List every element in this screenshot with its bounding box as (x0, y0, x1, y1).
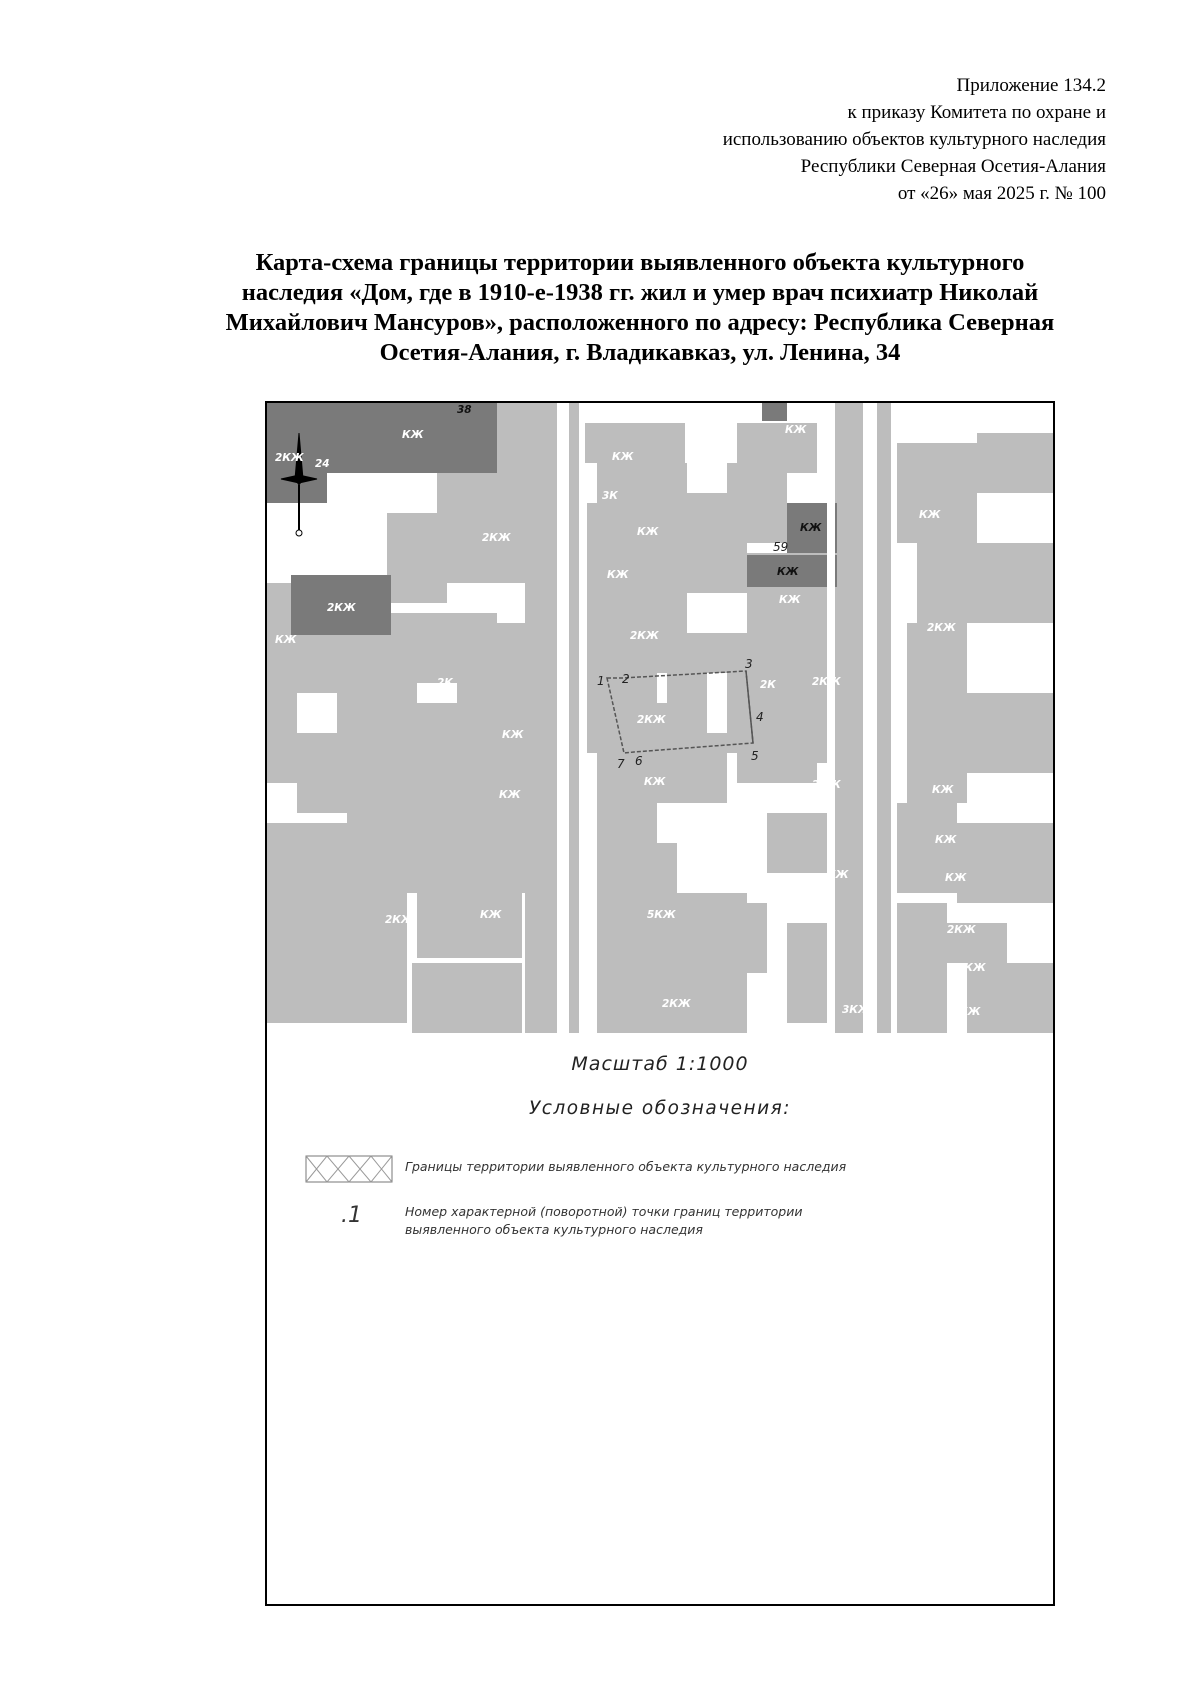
legend-text (405, 1203, 802, 1239)
boundary-point-number: 7 (617, 757, 625, 771)
boundary-point-number: 1 (597, 674, 605, 688)
legend-text: Границы территории выявленного объекта культурного наследия (405, 1159, 847, 1174)
building-label: КЖ (275, 634, 297, 646)
building-label: 2К (437, 677, 453, 689)
building-label: 2КЖ (275, 452, 304, 464)
appendix-line: к приказу Комитета по охране и (847, 102, 1106, 123)
boundary-point-number: 4 (756, 710, 764, 724)
appendix-line: Приложение 134.2 (956, 75, 1106, 96)
building-label: КЖ (499, 789, 521, 801)
building-label: КЖ (637, 526, 659, 538)
building-label: 2КЖ (812, 676, 841, 688)
legend-text-line: Номер характерной (поворотной) точки границ территории (405, 1204, 803, 1219)
building-label: 5КЖ (647, 909, 676, 921)
building-label: 2КЖ (947, 924, 976, 936)
building-label: 2КЖ (812, 779, 841, 791)
appendix-line: Республики Северная Осетия-Алания (800, 156, 1106, 177)
title-line: Осетия-Алания, г. Владикавказ, ул. Ленина, 34 (379, 339, 901, 366)
title-line: Карта-схема границы территории выявленного объекта культурного (255, 249, 1025, 276)
point-symbol: .1 (341, 1203, 362, 1228)
building-label: 2КЖ (482, 532, 511, 544)
title-line: Михайлович Мансуров», расположенного по адресу: Республика Северная (225, 309, 1055, 336)
legend-item-boundary (305, 1155, 1043, 1187)
building-label: 2К (760, 679, 776, 691)
building-label: 2КЖ (385, 914, 414, 926)
legend-item-point (305, 1203, 1043, 1243)
house-number: 24 (315, 458, 330, 470)
building-label: КЖ (644, 776, 666, 788)
building-label: КЖ (502, 729, 524, 741)
building-label: 2КЖ (327, 602, 356, 614)
building-label: КЖ (402, 429, 424, 441)
building-label: КЖ (777, 566, 799, 578)
building-label: 2КЖ (927, 622, 956, 634)
boundary-point-number: 6 (635, 754, 643, 768)
map-scale: Масштаб 1:1000 (571, 1053, 749, 1075)
building-label: 2КЖ (802, 478, 831, 490)
building-label: 3КЖ (842, 1004, 871, 1016)
building-label: 2КЖ (662, 998, 691, 1010)
page-title (150, 248, 1130, 368)
building-label: КЖ (959, 1006, 981, 1018)
boundary-point-number: 2 (622, 672, 630, 686)
appendix-header (506, 72, 1106, 207)
building-label: КЖ (612, 451, 634, 463)
appendix-line: использованию объектов культурного наследия (722, 129, 1106, 150)
map-frame (265, 401, 1055, 1606)
building-label: КЖ (935, 834, 957, 846)
title-line: наследия «Дом, где в 1910-е-1938 гг. жил и умер врач психиатр Николай (241, 279, 1039, 306)
building-label: КЖ (480, 909, 502, 921)
appendix-line: от «26» мая 2025 г. № 100 (897, 183, 1106, 204)
building-label: КЖ (800, 522, 822, 534)
building-label: 3К (602, 490, 618, 502)
house-number: 59 (773, 540, 789, 554)
legend-text-line: выявленного объекта культурного наследия (405, 1222, 703, 1237)
building-label: 2КЖ (957, 962, 986, 974)
building-label: КЖ (779, 594, 801, 606)
map-drawing (267, 403, 1055, 1043)
building-label: КЖ (607, 569, 629, 581)
legend-title: Условные обозначения: (528, 1098, 792, 1119)
boundary-point-number: 5 (751, 749, 759, 763)
building-label: КЖ (785, 424, 807, 436)
building-label: КЖ (932, 784, 954, 796)
boundary-point-number: 3 (745, 657, 753, 671)
building-label: 2КЖ (637, 714, 666, 726)
building-label: КЖ (827, 869, 849, 881)
building-label: 2КЖ (630, 630, 659, 642)
boundary-swatch-icon (305, 1155, 393, 1183)
building-label: КЖ (919, 509, 941, 521)
house-number: 38 (457, 404, 472, 416)
building-label: КЖ (945, 872, 967, 884)
